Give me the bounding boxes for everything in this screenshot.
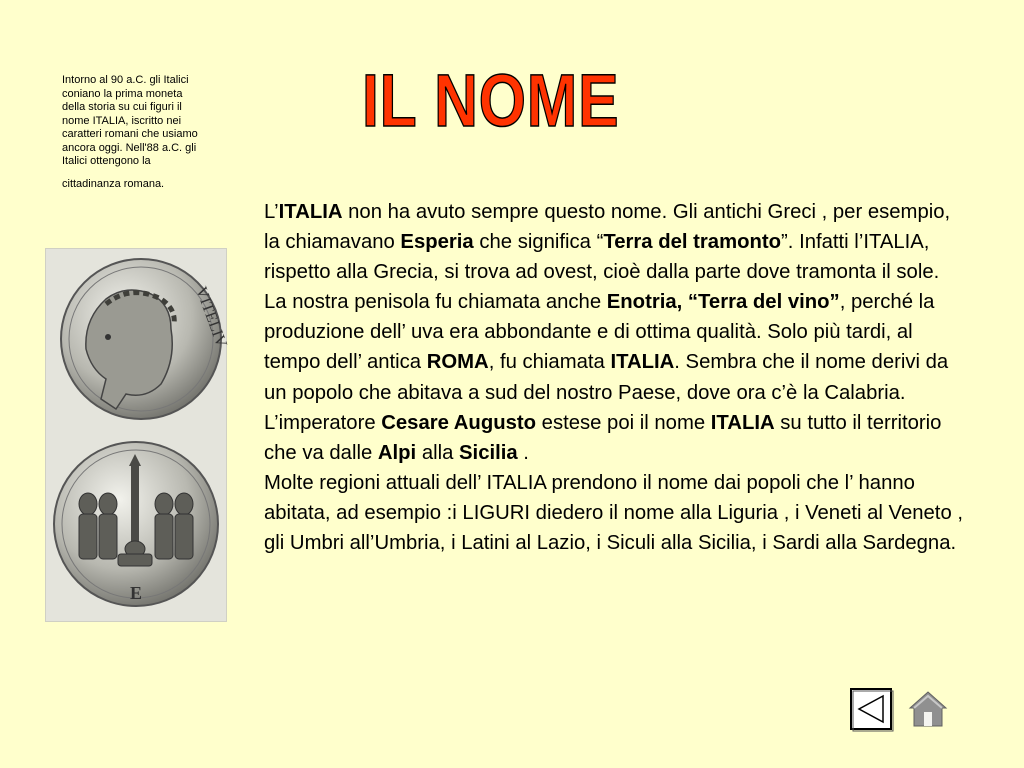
house-icon [906, 688, 950, 732]
bold-term: ITALIA [610, 351, 675, 374]
triangle-back-icon [850, 688, 894, 732]
text-run: alla [416, 441, 460, 464]
bold-term: Esperia [400, 231, 474, 254]
back-button[interactable] [850, 688, 894, 732]
page-title: IL NOME [362, 59, 620, 142]
coin-caption-text: Intorno al 90 a.C. gli Italici coniano la prima moneta della storia su cui figuri il nome ITALIA, iscritto nei caratteri romani che usiamo ancora oggi. Nell'88 a.C. gli Italici ottengono la [62, 74, 198, 167]
bold-term: Terra del tramonto [603, 231, 782, 254]
main-text [264, 197, 964, 558]
text-run: , perché la produzione dell’ uva era abbondante e di ottima qualità. Solo più tardi, al tempo dell’ antica [264, 291, 935, 374]
text-run: non ha avuto sempre questo nome. Gli antichi Greci , per esempio, la chiamavano [264, 201, 951, 254]
text-run: . Sembra che il nome derivi da un popolo che abitava a sud del nostro Paese, dove ora c’è la Calabria. [264, 351, 949, 404]
bold-term: ROMA [426, 351, 489, 374]
bold-term: Cesare Augusto [381, 411, 537, 434]
bold-term: Enotria, “Terra del vino” [606, 291, 840, 314]
paragraph [264, 287, 964, 407]
paragraph [264, 197, 964, 287]
coin-letter: E [130, 583, 143, 603]
coin-illustration [46, 249, 230, 621]
coin-inscription: VITELIV [192, 284, 230, 350]
text-run: L’ [264, 201, 279, 223]
text-run: La nostra penisola fu chiamata anche [264, 291, 607, 314]
bold-term: Sicilia [459, 441, 518, 464]
coin-caption-last-line: cittadinanza romana. [62, 177, 165, 190]
text-run: ”. Infatti l’ITALIA, rispetto alla Grecia, si trova ad ovest, cioè dalla parte dove tramonta il sole. [264, 231, 940, 284]
coin-caption [62, 74, 202, 191]
bold-term: ITALIA [278, 201, 343, 223]
paragraph [264, 468, 964, 558]
bold-term: Alpi [377, 441, 417, 464]
text-run: L’imperatore [264, 411, 382, 434]
text-run: Molte regioni attuali dell’ ITALIA prendono il nome dai popoli che l’ hanno abitata, ad esempio :i LIGURI diedero il nome alla Liguria , i Veneti al Veneto , gli Umbri all’Umbria, i Latini al Lazio, i Siculi alla Sicilia, i Sardi alla Sardegna. [264, 471, 963, 555]
coin-photo [45, 248, 230, 622]
text-run: . [517, 441, 529, 464]
text-run: estese poi il nome [536, 411, 711, 434]
text-run: , fu chiamata [488, 351, 611, 374]
home-button[interactable] [906, 688, 950, 732]
text-run: che significa “ [473, 231, 604, 254]
text-run: su tutto il territorio che va dalle [264, 411, 942, 464]
bold-term: ITALIA [710, 411, 775, 434]
paragraph [264, 408, 964, 468]
